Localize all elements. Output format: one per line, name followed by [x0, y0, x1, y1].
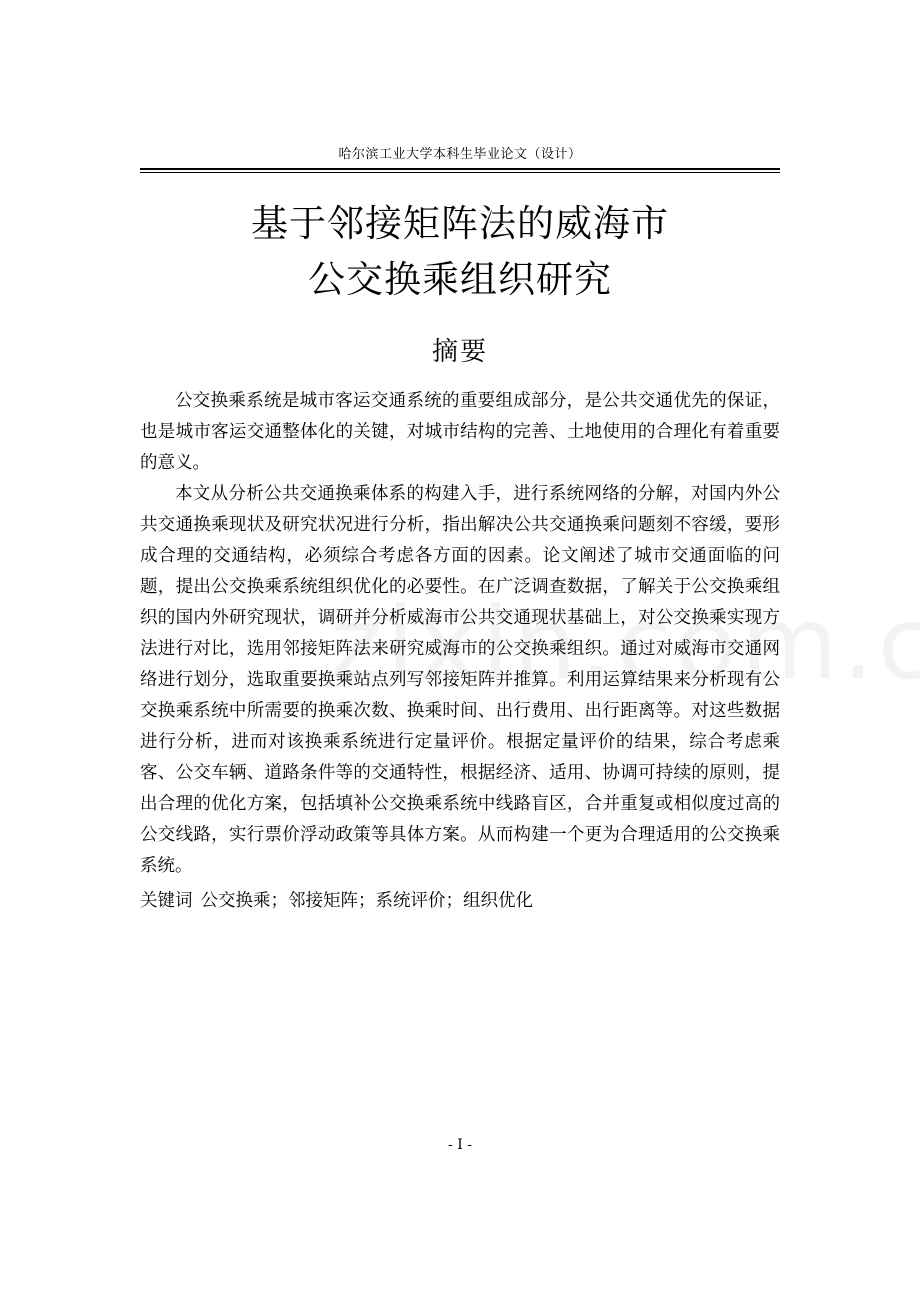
abstract-paragraph-2: 本文从分析公共交通换乘体系的构建入手，进行系统网络的分解，对国内外公共交通换乘现状及研究状况进行分析，指出解决公共交通换乘问题刻不容缓，要形成合理的交通结构，必须综合考虑各方面的因素。论文阐述了城市交通面临的问题，提出公交换乘系统组织优化的必要性。在广泛调查数据，了解关于公交换乘组织的国内外研究现状，调研并分析威海市公共交通现状基础上，对公交换乘实现方法进行对比，选用邻接矩阵法来研究威海市的公交换乘组织。通过对威海市交通网络进行划分，选取重要换乘站点列写邻接矩阵并推算。利用运算结果来分析现有公交换乘系统中所需要的换乘次数、换乘时间、出行费用、出行距离等。对这些数据进行分析，进而对该换乘系统进行定量评价。根据定量评价的结果，综合考虑乘客、公交车辆、道路条件等的交通特性，根据经济、适用、协调可持续的原则，提出合理的优化方案，包括填补公交换乘系统中线路盲区，合并重复或相似度过高的公交线路，实行票价浮动政策等具体方案。从而构建一个更为合理适用的公交换乘系统。	[140, 484, 780, 876]
keywords-line	[140, 887, 780, 915]
watermark	[330, 585, 920, 702]
abstract-paragraph-1: 公交换乘系统是城市客运交通系统的重要组成部分，是公共交通优先的保证，也是城市客运交通整体化的关键，对城市结构的完善、土地使用的合理化有着重要的意义。	[140, 391, 780, 473]
thesis-title	[140, 196, 780, 308]
keywords-label: 关键词	[140, 891, 193, 911]
abstract-heading: 摘要	[431, 337, 488, 367]
running-head: 哈尔滨工业大学本科生毕业论文（设计）	[338, 147, 582, 162]
keywords-text: 公交换乘；邻接矩阵；系统评价；组织优化	[200, 891, 533, 911]
page-number: - I -	[448, 1137, 472, 1153]
header-rule-thin	[140, 172, 780, 173]
title-line-1: 基于邻接矩阵法的威海市	[251, 202, 669, 245]
title-line-2: 公交换乘组织研究	[308, 258, 612, 301]
header-rule-thick	[140, 168, 780, 170]
